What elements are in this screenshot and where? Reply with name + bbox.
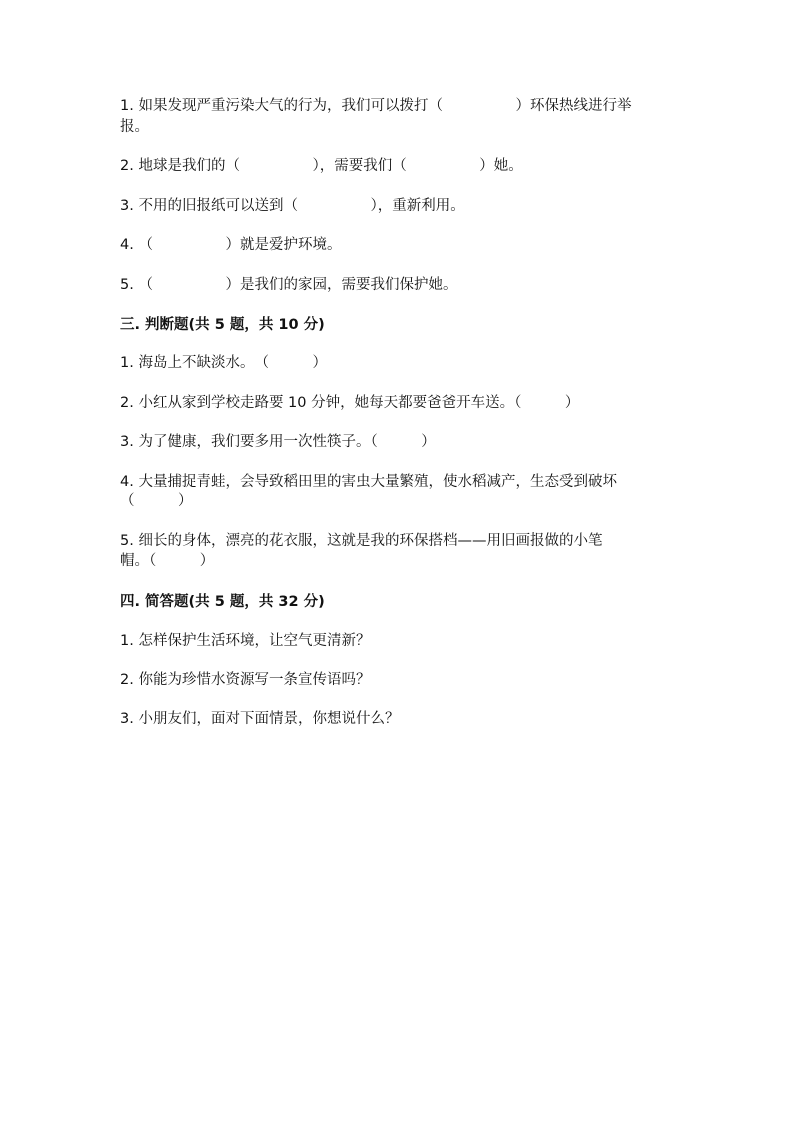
judgment-question-1: 1. 海岛上不缺淡水。 （ ）	[120, 355, 327, 371]
judgment-question-4: 4. 大量捕捉青蛙，会导致稻田里的害虫大量繁殖，使水稻减产，生态受到破坏	[120, 474, 617, 490]
short-answer-question-2: 2. 你能为珍惜水资源写一条宣传语吗？	[120, 672, 371, 688]
fill-blank-question-1: 1. 如果发现严重污染大气的行为，我们可以拨打（ ）环保热线进行举	[120, 98, 632, 114]
judgment-question-3: 3. 为了健康，我们要多用一次性筷子。（ ）	[120, 434, 436, 450]
short-answer-question-3: 3. 小朋友们，面对下面情景，你想说什么？	[120, 711, 400, 727]
judgment-question-5: 5. 细长的身体，漂亮的花衣服，这就是我的环保搭档——用旧画报做的小笔	[120, 533, 603, 549]
judgment-question-5-continued: 帽。（ ）	[120, 553, 215, 569]
fill-blank-question-5: 5. （ ）是我们的家园，需要我们保护她。	[120, 277, 458, 293]
judgment-question-4-continued: （ ）	[120, 493, 193, 509]
fill-blank-question-3: 3. 不用的旧报纸可以送到（ ），重新利用。	[120, 198, 465, 214]
section-heading-short-answer: 四. 简答题(共 5 题，共 32 分)	[120, 594, 325, 610]
judgment-question-2: 2. 小红从家到学校走路要 10 分钟，她每天都要爸爸开车送。（ ）	[120, 395, 580, 411]
short-answer-question-1: 1. 怎样保护生活环境，让空气更清新？	[120, 633, 371, 649]
fill-blank-question-1-continued: 报。	[120, 119, 149, 135]
section-heading-judgment: 三. 判断题(共 5 题，共 10 分)	[120, 317, 325, 333]
fill-blank-question-4: 4. （ ）就是爱护环境。	[120, 237, 342, 253]
fill-blank-question-2: 2. 地球是我们的（ ），需要我们（ ）她。	[120, 158, 523, 174]
